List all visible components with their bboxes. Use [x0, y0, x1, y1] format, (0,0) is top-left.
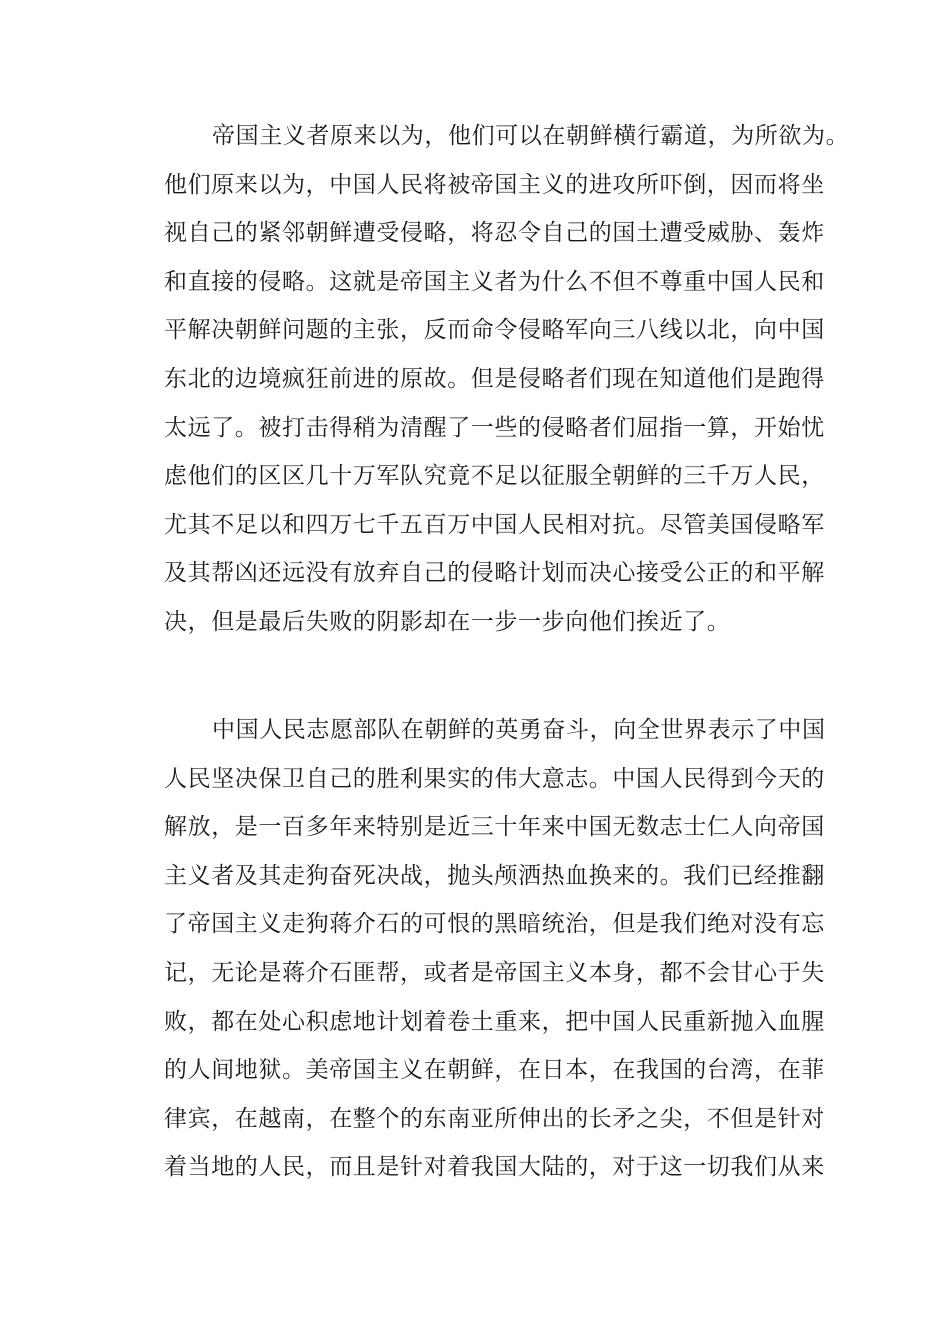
text-line: 败，都在处心积虑地计划着卷土重来，把中国人民重新抛入血腥 — [164, 1008, 825, 1035]
text-line: 律宾，在越南，在整个的东南亚所伸出的长矛之尖，不但是针对 — [164, 1105, 825, 1132]
text-line: 他们原来以为，中国人民将被帝国主义的进攻所吓倒，因而将坐 — [164, 171, 825, 198]
text-line: 虑他们的区区几十万军队究竟不足以征服全朝鲜的三千万人民， — [164, 463, 825, 490]
paragraph-2 — [164, 706, 864, 1192]
text-line: 视自己的紧邻朝鲜遭受侵略，将忍令自己的国土遭受威胁、轰炸 — [164, 220, 825, 247]
text-line: 中国人民志愿部队在朝鲜的英勇奋斗，向全世界表示了中国 — [212, 717, 826, 743]
text-line: 着当地的人民，而且是针对着我国大陆的，对于这一切我们从来 — [164, 1154, 825, 1181]
text-line: 及其帮凶还远没有放弃自己的侵略计划而决心接受公正的和平解 — [164, 560, 825, 587]
text-line: 和直接的侵略。这就是帝国主义者为什么不但不尊重中国人民和 — [164, 268, 825, 295]
paragraph-1 — [164, 112, 864, 647]
text-line: 平解决朝鲜问题的主张，反而命令侵略军向三八线以北，向中国 — [164, 317, 825, 344]
text-line: 决，但是最后失败的阴影却在一步一步向他们挨近了。 — [164, 608, 731, 635]
text-line: 人民坚决保卫自己的胜利果实的伟大意志。中国人民得到今天的 — [164, 765, 825, 792]
text-line: 的人间地狱。美帝国主义在朝鲜，在日本，在我国的台湾，在菲 — [164, 1057, 825, 1084]
text-line: 解放，是一百多年来特别是近三十年来中国无数志士仁人向帝国 — [164, 814, 825, 841]
text-line: 太远了。被打击得稍为清醒了一些的侵略者们屈指一算，开始忧 — [164, 414, 825, 441]
text-line: 东北的边境疯狂前进的原故。但是侵略者们现在知道他们是跑得 — [164, 365, 825, 392]
text-line: 尤其不足以和四万七千五百万中国人民相对抗。尽管美国侵略军 — [164, 511, 825, 538]
text-line: 帝国主义者原来以为，他们可以在朝鲜横行霸道，为所欲为。 — [212, 123, 850, 149]
text-line: 了帝国主义走狗蒋介石的可恨的黑暗统治，但是我们绝对没有忘 — [164, 911, 825, 938]
text-line: 记，无论是蒋介石匪帮，或者是帝国主义本身，都不会甘心于失 — [164, 959, 825, 986]
text-line: 主义者及其走狗奋死决战，抛头颅洒热血换来的。我们已经推翻 — [164, 862, 825, 889]
